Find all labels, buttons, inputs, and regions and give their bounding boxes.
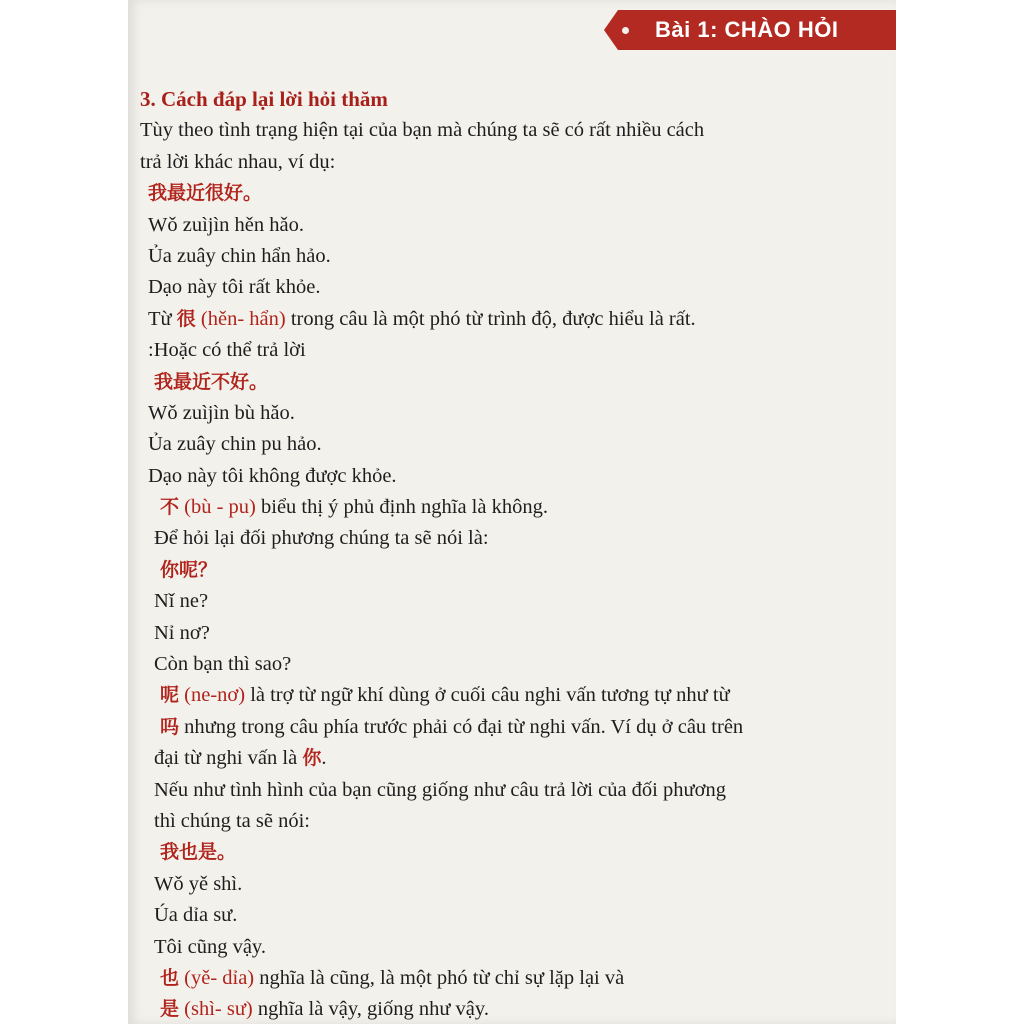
- alt-answer: :Hoặc có thể trả lời: [148, 339, 306, 362]
- example-2-pinyin: Wǒ zuìjìn bù hǎo.: [148, 401, 295, 424]
- same-line-1: Nếu như tình hình của bạn cũng giống như câu trả lời của đối phương: [154, 778, 726, 801]
- example-2-chinese: 我最近不好。: [154, 370, 269, 393]
- hen-reading: (hěn- hẩn): [195, 307, 286, 330]
- ma-rest: nhưng trong câu phía trước phải có đại từ nghi vấn. Ví dụ ở câu trên: [179, 715, 744, 738]
- example-1-chinese: 我最近很好。: [148, 182, 263, 205]
- bu-explanation: [140, 492, 860, 523]
- bu-rest: biểu thị ý phủ định nghĩa là không.: [255, 496, 548, 519]
- ye-char: 也: [160, 966, 180, 989]
- shi-explanation: [140, 994, 860, 1025]
- example-4-chinese: 我也是。: [160, 841, 237, 864]
- ne-char: 呢: [160, 684, 180, 707]
- section-heading: 3. Cách đáp lại lời hỏi thăm: [140, 87, 388, 111]
- shi-reading: (shì- sư): [179, 998, 253, 1021]
- example-3-chinese: 你呢？: [160, 558, 218, 581]
- ask-back: Để hỏi lại đối phương chúng ta sẽ nói là:: [154, 527, 489, 550]
- example-4-meaning: Tôi cũng vậy.: [154, 935, 266, 958]
- banner-dot: [622, 27, 629, 34]
- page-content: [140, 84, 860, 1026]
- example-4-pinyin: Wǒ yě shì.: [154, 872, 243, 895]
- ma-char: 吗: [160, 715, 180, 738]
- ma-explanation: [140, 712, 860, 743]
- ne-explanation: [140, 680, 860, 711]
- shi-rest: nghĩa là vậy, giống như vậy.: [252, 998, 489, 1021]
- ni-explanation: [140, 743, 860, 774]
- ne-rest: là trợ từ ngữ khí dùng ở cuối câu nghi vấn tương tự như từ: [245, 684, 730, 707]
- example-3-pinyin: Nǐ ne?: [154, 590, 209, 613]
- ye-reading: (yě- dỉa): [179, 966, 255, 989]
- hen-rest: trong câu là một phó từ trình độ, được hiểu là rất.: [285, 307, 696, 330]
- intro-line-1: Tùy theo tình trạng hiện tại của bạn mà chúng ta sẽ có rất nhiều cách: [140, 119, 705, 142]
- example-1-pinyin: Wǒ zuìjìn hěn hǎo.: [148, 213, 304, 236]
- ne-reading: (ne-nơ): [179, 684, 246, 707]
- example-2-phonetic: Ủa zuây chin pu hảo.: [148, 433, 322, 456]
- ye-rest: nghĩa là cũng, là một phó từ chỉ sự lặp lại và: [254, 966, 625, 989]
- same-line-2: thì chúng ta sẽ nói:: [154, 809, 311, 832]
- ni-char: 你: [302, 747, 322, 770]
- ni-prefix: đại từ nghi vấn là: [154, 747, 303, 770]
- ni-suffix: .: [321, 747, 327, 770]
- example-1-meaning: Dạo này tôi rất khỏe.: [148, 276, 321, 299]
- example-4-phonetic: Úa dỉa sư.: [154, 904, 238, 927]
- ye-explanation: [140, 963, 860, 994]
- bu-char: 不: [160, 496, 180, 519]
- lesson-title: Bài 1: CHÀO HỎI: [655, 17, 839, 42]
- intro-line-2: trả lời khác nhau, ví dụ:: [140, 150, 336, 173]
- example-1-phonetic: Ủa zuây chin hẩn hảo.: [148, 244, 331, 267]
- example-3-phonetic: Nỉ nơ?: [154, 621, 210, 644]
- example-3-meaning: Còn bạn thì sao?: [154, 653, 292, 676]
- hen-explanation: [140, 304, 860, 335]
- hen-char: 很: [176, 307, 196, 330]
- example-2-meaning: Dạo này tôi không được khỏe.: [148, 464, 397, 487]
- shi-char: 是: [160, 998, 180, 1021]
- bu-reading: (bù - pu): [179, 496, 256, 519]
- lesson-banner: [618, 10, 896, 50]
- hen-prefix: Từ: [148, 307, 177, 330]
